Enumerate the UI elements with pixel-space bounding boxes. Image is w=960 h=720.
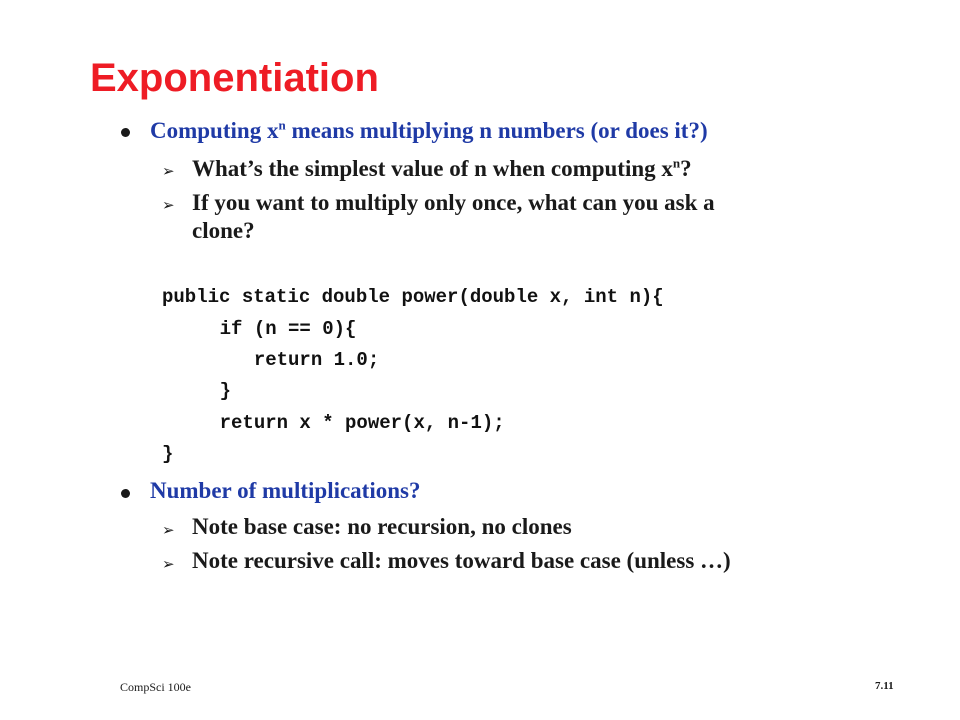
- footer-page-number: 7.11: [875, 680, 894, 692]
- bullet-dot-icon: [121, 128, 130, 137]
- arrow-bullet-icon: ➢: [162, 196, 175, 214]
- sub-bullet-multiply-once-line2: clone?: [192, 218, 255, 243]
- arrow-bullet-icon: ➢: [162, 162, 175, 180]
- bullet-text: Computing x: [150, 118, 279, 143]
- sub-bullet-base-case: Note base case: no recursion, no clones: [192, 514, 572, 539]
- bullet-number-of-multiplications: Number of multiplications?: [150, 478, 421, 503]
- footer-course: CompSci 100e: [120, 680, 191, 694]
- code-line: if (n == 0){: [174, 318, 357, 340]
- slide-title: Exponentiation: [90, 56, 379, 100]
- code-line: }: [162, 443, 174, 465]
- bullet-dot-icon: [121, 489, 130, 498]
- sub-bullet-text: ?: [680, 156, 692, 181]
- arrow-bullet-icon: ➢: [162, 521, 175, 539]
- bullet-computing-xn: [150, 118, 708, 144]
- superscript: n: [672, 155, 681, 171]
- code-line: return x * power(x, n-1);: [174, 412, 505, 434]
- bullet-text: means multiplying n numbers (or does it?): [285, 118, 708, 143]
- superscript: n: [278, 117, 286, 133]
- sub-bullet-multiply-once-line1: If you want to multiply only once, what can you ask a: [192, 190, 715, 215]
- code-line: }: [174, 380, 232, 402]
- sub-bullet-simplest-value: [192, 156, 692, 182]
- arrow-bullet-icon: ➢: [162, 555, 175, 573]
- sub-bullet-text: What’s the simplest value of n when computing x: [192, 156, 673, 181]
- sub-bullet-recursive-call: Note recursive call: moves toward base case (unless …): [192, 548, 731, 573]
- code-line: return 1.0;: [174, 349, 380, 371]
- code-line: public static double power(double x, int n){: [162, 286, 664, 308]
